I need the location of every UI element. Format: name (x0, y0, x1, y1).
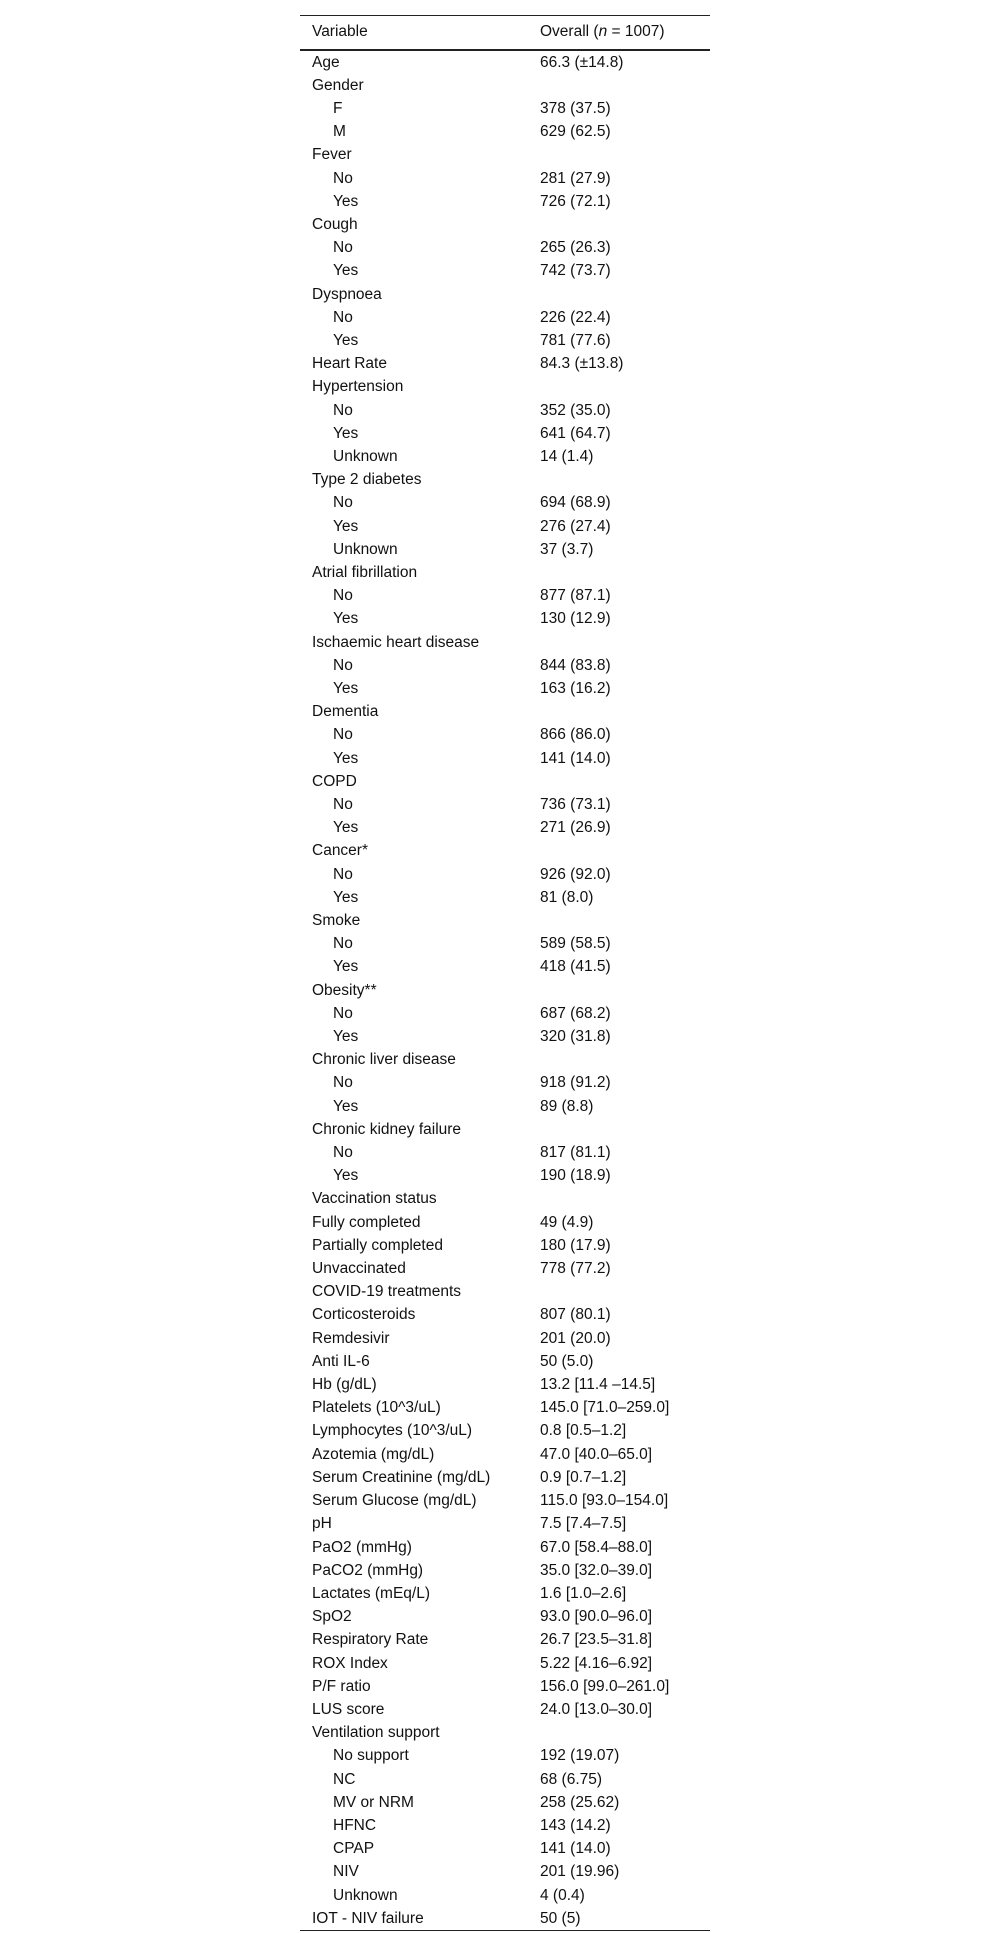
variable-cell: No (333, 1144, 353, 1162)
table-header (300, 16, 710, 50)
variable-cell: No (333, 656, 353, 674)
table-row (300, 1211, 710, 1234)
overall-cell: 141 (14.0) (540, 1840, 611, 1858)
table-row (300, 1884, 710, 1907)
variable-cell: Fever (312, 146, 352, 164)
table-row (300, 306, 710, 329)
overall-cell: 37 (3.7) (540, 540, 594, 558)
overall-cell: 807 (80.1) (540, 1306, 611, 1324)
table-row (300, 793, 710, 816)
overall-cell: 163 (16.2) (540, 679, 611, 697)
overall-cell: 180 (17.9) (540, 1236, 611, 1254)
baseline-characteristics-table-container (300, 15, 710, 1931)
overall-cell: 47.0 [40.0–65.0] (540, 1445, 653, 1463)
overall-cell: 68 (6.75) (540, 1770, 603, 1788)
overall-cell (528, 74, 710, 97)
table-row (300, 631, 710, 654)
overall-cell: 24.0 [13.0–30.0] (540, 1700, 653, 1718)
overall-cell (528, 770, 710, 793)
table-row (300, 1350, 710, 1373)
variable-cell: Yes (333, 424, 359, 442)
variable-cell: CPAP (333, 1840, 375, 1858)
table-row (300, 1536, 710, 1559)
table-row (300, 1744, 710, 1767)
table-row (300, 1164, 710, 1187)
variable-cell: PaO2 (mmHg) (312, 1538, 412, 1556)
table-row (300, 50, 710, 74)
variable-cell: Remdesivir (312, 1329, 390, 1347)
table-row (300, 352, 710, 375)
variable-cell: Anti IL-6 (312, 1352, 370, 1370)
overall-cell: 35.0 [32.0–39.0] (540, 1561, 653, 1579)
variable-cell: Serum Glucose (mg/dL) (312, 1492, 477, 1510)
variable-cell: Yes (333, 958, 359, 976)
overall-cell (528, 213, 710, 236)
variable-cell: P/F ratio (312, 1677, 371, 1695)
table-row (300, 538, 710, 561)
overall-cell (528, 143, 710, 166)
variable-cell: Age (312, 53, 340, 71)
overall-cell (528, 283, 710, 306)
overall-cell: 226 (22.4) (540, 308, 611, 326)
variable-cell: COPD (312, 772, 357, 790)
overall-cell: 258 (25.62) (540, 1793, 620, 1811)
variable-cell: Yes (333, 610, 359, 628)
variable-cell: Platelets (10^3/uL) (312, 1399, 441, 1417)
variable-cell: Yes (333, 1028, 359, 1046)
overall-cell: 844 (83.8) (540, 656, 611, 674)
table-row (300, 654, 710, 677)
overall-cell (528, 909, 710, 932)
overall-cell: 418 (41.5) (540, 958, 611, 976)
variable-cell: Type 2 diabetes (312, 471, 422, 489)
variable-cell: Yes (333, 819, 359, 837)
table-row (300, 213, 710, 236)
overall-cell: 66.3 (±14.8) (540, 53, 624, 71)
table-row (300, 97, 710, 120)
variable-cell: Yes (333, 331, 359, 349)
overall-cell (528, 1721, 710, 1744)
table-row (300, 747, 710, 770)
variable-cell: Gender (312, 76, 364, 94)
table-row (300, 932, 710, 955)
table-row (300, 1512, 710, 1535)
table-row (300, 1466, 710, 1489)
table-row (300, 1489, 710, 1512)
overall-cell (528, 561, 710, 584)
header-overall-prefix: Overall ( (540, 23, 599, 41)
table-row (300, 259, 710, 282)
variable-cell: No (333, 726, 353, 744)
overall-cell: 778 (77.2) (540, 1260, 611, 1278)
table-row (300, 863, 710, 886)
overall-cell: 14 (1.4) (540, 447, 594, 465)
table-row (300, 1698, 710, 1721)
table-row (300, 515, 710, 538)
overall-cell: 143 (14.2) (540, 1816, 611, 1834)
table-body (300, 50, 710, 1931)
variable-cell: No (333, 239, 353, 257)
overall-cell: 26.7 [23.5–31.8] (540, 1631, 653, 1649)
table-row (300, 1768, 710, 1791)
table-row (300, 1257, 710, 1280)
variable-cell: Atrial fibrillation (312, 563, 418, 581)
variable-cell: ROX Index (312, 1654, 388, 1672)
overall-cell (528, 979, 710, 1002)
header-overall-n: n (598, 23, 608, 41)
overall-cell (528, 1280, 710, 1303)
overall-cell: 629 (62.5) (540, 123, 611, 141)
table-row (300, 1141, 710, 1164)
variable-cell: Yes (333, 1167, 359, 1185)
variable-cell: NIV (333, 1863, 359, 1881)
variable-cell: NC (333, 1770, 356, 1788)
header-row (300, 16, 710, 50)
overall-cell (528, 839, 710, 862)
variable-cell: Yes (333, 679, 359, 697)
overall-cell: 192 (19.07) (540, 1747, 620, 1765)
variable-cell: Yes (333, 192, 359, 210)
overall-cell (528, 1118, 710, 1141)
variable-cell: Yes (333, 749, 359, 767)
overall-cell: 736 (73.1) (540, 796, 611, 813)
overall-cell: 1.6 [1.0–2.6] (540, 1584, 627, 1602)
variable-cell: Unvaccinated (312, 1260, 406, 1278)
variable-cell: Azotemia (mg/dL) (312, 1445, 435, 1463)
overall-cell: 130 (12.9) (540, 610, 611, 628)
table-row (300, 120, 710, 143)
overall-cell: 49 (4.9) (540, 1213, 594, 1231)
variable-cell: PaCO2 (mmHg) (312, 1561, 424, 1579)
variable-cell: No (333, 865, 353, 883)
variable-cell: Chronic kidney failure (312, 1120, 462, 1138)
table-row (300, 1559, 710, 1582)
table-row (300, 886, 710, 909)
overall-cell: 781 (77.6) (540, 331, 611, 349)
overall-cell: 817 (81.1) (540, 1144, 611, 1162)
table-row (300, 422, 710, 445)
variable-cell: Smoke (312, 912, 361, 930)
variable-cell: No support (333, 1747, 409, 1765)
table-row (300, 1675, 710, 1698)
variable-cell: No (333, 1074, 353, 1092)
table-row (300, 816, 710, 839)
variable-cell: Hypertension (312, 378, 404, 396)
variable-cell: Partially completed (312, 1236, 443, 1254)
variable-cell: Unknown (333, 1886, 398, 1904)
variable-cell: Dementia (312, 703, 379, 721)
overall-cell (528, 1048, 710, 1071)
table-row (300, 1652, 710, 1675)
table-row (300, 399, 710, 422)
table-row (300, 1721, 710, 1744)
overall-cell: 726 (72.1) (540, 192, 611, 210)
overall-cell: 190 (18.9) (540, 1167, 611, 1185)
overall-cell: 84.3 (±13.8) (540, 355, 624, 373)
variable-cell: Yes (333, 262, 359, 280)
overall-cell: 742 (73.7) (540, 262, 611, 280)
variable-cell: Dyspnoea (312, 285, 382, 303)
variable-cell: Corticosteroids (312, 1306, 416, 1324)
overall-cell: 13.2 [11.4 –14.5] (540, 1376, 656, 1394)
overall-cell: 145.0 [71.0–259.0] (540, 1399, 670, 1417)
variable-cell: Serum Creatinine (mg/dL) (312, 1468, 491, 1486)
variable-cell: Chronic liver disease (312, 1051, 456, 1069)
overall-cell (528, 1187, 710, 1210)
table-row (300, 955, 710, 978)
table-row (300, 1280, 710, 1303)
variable-cell: No (333, 169, 353, 187)
overall-cell: 320 (31.8) (540, 1028, 611, 1046)
variable-cell: Ischaemic heart disease (312, 633, 480, 651)
variable-cell: Hb (g/dL) (312, 1376, 377, 1394)
variable-cell: Fully completed (312, 1213, 421, 1231)
table-row (300, 1582, 710, 1605)
table-row (300, 1234, 710, 1257)
table-row (300, 143, 710, 166)
overall-cell: 50 (5.0) (540, 1352, 594, 1370)
overall-cell: 156.0 [99.0–261.0] (540, 1677, 670, 1695)
table-row (300, 190, 710, 213)
table-row (300, 283, 710, 306)
table-row (300, 723, 710, 746)
variable-cell: Vaccination status (312, 1190, 437, 1208)
baseline-characteristics-table (300, 15, 710, 1931)
table-row (300, 1118, 710, 1141)
table-row (300, 491, 710, 514)
table-row (300, 1605, 710, 1628)
header-variable: Variable (300, 16, 528, 50)
table-row (300, 1373, 710, 1396)
variable-cell: Unknown (333, 540, 398, 558)
table-row (300, 584, 710, 607)
variable-cell: MV or NRM (333, 1793, 414, 1811)
variable-cell: No (333, 796, 353, 813)
overall-cell: 877 (87.1) (540, 587, 611, 605)
table-row (300, 561, 710, 584)
table-row (300, 1907, 710, 1931)
table-row (300, 677, 710, 700)
variable-cell: No (333, 587, 353, 605)
table-row (300, 236, 710, 259)
table-row (300, 909, 710, 932)
variable-cell: Cough (312, 215, 358, 233)
variable-cell: pH (312, 1515, 332, 1533)
table-row (300, 1628, 710, 1651)
overall-cell: 352 (35.0) (540, 401, 611, 419)
variable-cell: COVID-19 treatments (312, 1283, 462, 1301)
overall-cell (528, 468, 710, 491)
overall-cell: 201 (19.96) (540, 1863, 620, 1881)
table-row (300, 1814, 710, 1837)
overall-cell: 866 (86.0) (540, 726, 611, 744)
overall-cell: 93.0 [90.0–96.0] (540, 1608, 653, 1626)
overall-cell: 281 (27.9) (540, 169, 611, 187)
variable-cell: SpO2 (312, 1608, 352, 1626)
overall-cell: 81 (8.0) (540, 888, 594, 906)
overall-cell: 926 (92.0) (540, 865, 611, 883)
overall-cell: 687 (68.2) (540, 1004, 611, 1022)
overall-cell: 694 (68.9) (540, 494, 611, 512)
table-row (300, 1327, 710, 1350)
variable-cell: Obesity** (312, 981, 377, 999)
table-row (300, 1187, 710, 1210)
variable-cell: Yes (333, 1097, 359, 1115)
variable-cell: Heart Rate (312, 355, 387, 373)
table-row (300, 167, 710, 190)
overall-cell: 918 (91.2) (540, 1074, 611, 1092)
overall-cell: 4 (0.4) (540, 1886, 585, 1904)
table-row (300, 700, 710, 723)
table-row (300, 979, 710, 1002)
overall-cell: 0.8 [0.5–1.2] (540, 1422, 627, 1440)
overall-cell: 201 (20.0) (540, 1329, 611, 1347)
overall-cell: 589 (58.5) (540, 935, 611, 953)
overall-cell: 89 (8.8) (540, 1097, 594, 1115)
table-row (300, 839, 710, 862)
variable-cell: M (333, 123, 346, 141)
table-row (300, 1002, 710, 1025)
overall-cell: 5.22 [4.16–6.92] (540, 1654, 653, 1672)
table-row (300, 607, 710, 630)
overall-cell: 115.0 [93.0–154.0] (540, 1492, 669, 1510)
variable-cell: No (333, 401, 353, 419)
header-overall-suffix: = 1007) (607, 23, 665, 41)
variable-cell: No (333, 935, 353, 953)
variable-cell: No (333, 494, 353, 512)
overall-cell: 276 (27.4) (540, 517, 611, 535)
variable-cell: No (333, 308, 353, 326)
table-row (300, 445, 710, 468)
overall-cell (528, 631, 710, 654)
table-row (300, 1396, 710, 1419)
variable-cell: LUS score (312, 1700, 385, 1718)
table-row (300, 329, 710, 352)
table-row (300, 74, 710, 97)
table-row (300, 1443, 710, 1466)
table-row (300, 770, 710, 793)
overall-cell: 265 (26.3) (540, 239, 611, 257)
table-row (300, 1837, 710, 1860)
variable-cell: Ventilation support (312, 1724, 440, 1742)
table-row (300, 1025, 710, 1048)
overall-cell: 378 (37.5) (540, 99, 611, 117)
variable-cell: No (333, 1004, 353, 1022)
variable-cell: Cancer* (312, 842, 368, 860)
variable-cell: Respiratory Rate (312, 1631, 429, 1649)
variable-cell: IOT - NIV failure (300, 1907, 528, 1931)
variable-cell: Lymphocytes (10^3/uL) (312, 1422, 473, 1440)
table-row (300, 468, 710, 491)
table-row (300, 1860, 710, 1883)
table-row (300, 375, 710, 398)
table-row (300, 1303, 710, 1326)
table-row (300, 1048, 710, 1071)
overall-cell: 67.0 [58.4–88.0] (540, 1538, 653, 1556)
variable-cell: Yes (333, 888, 359, 906)
overall-cell: 641 (64.7) (540, 424, 611, 442)
overall-cell (528, 700, 710, 723)
variable-cell: Yes (333, 517, 359, 535)
overall-cell: 50 (5) (528, 1907, 710, 1931)
table-row (300, 1071, 710, 1094)
overall-cell: 271 (26.9) (540, 819, 611, 837)
variable-cell: HFNC (333, 1816, 377, 1834)
overall-cell: 0.9 [0.7–1.2] (540, 1468, 627, 1486)
variable-cell: Unknown (333, 447, 398, 465)
table-row (300, 1791, 710, 1814)
overall-cell: 7.5 [7.4–7.5] (540, 1515, 627, 1533)
overall-cell (528, 375, 710, 398)
table-row (300, 1095, 710, 1118)
table-row (300, 1419, 710, 1442)
overall-cell: 141 (14.0) (540, 749, 611, 767)
header-overall (528, 16, 710, 50)
variable-cell: F (333, 99, 343, 117)
variable-cell: Lactates (mEq/L) (312, 1584, 431, 1602)
